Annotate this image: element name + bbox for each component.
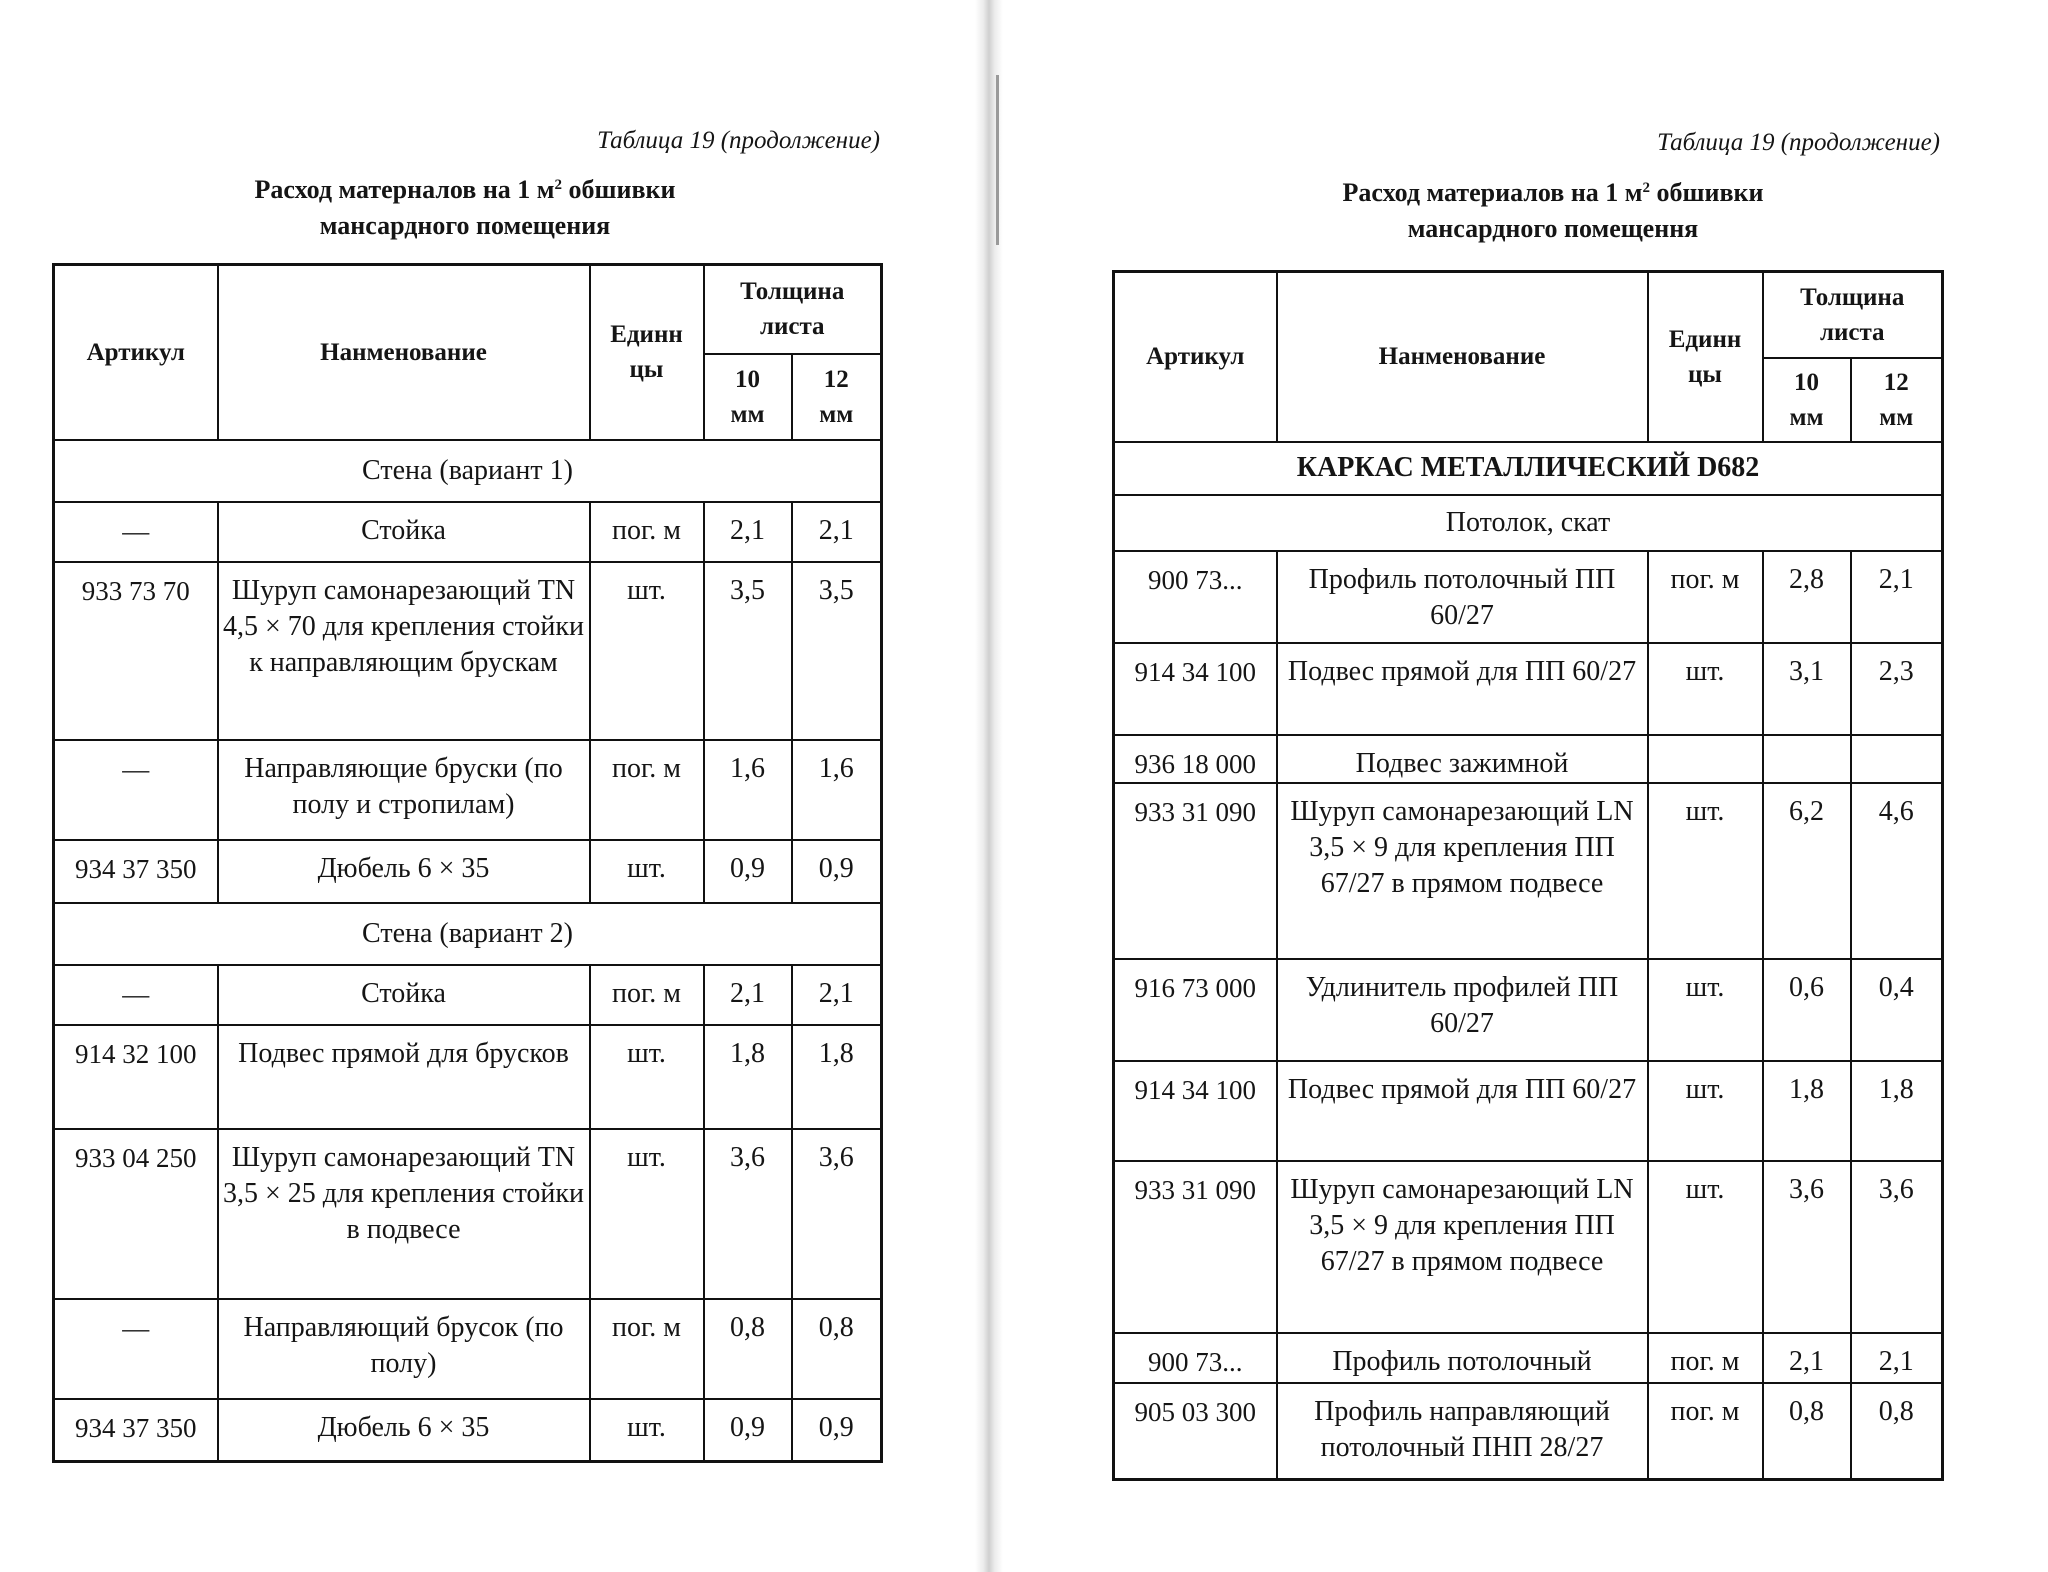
value-12mm-cell: 2,1 (792, 502, 882, 562)
unit-cell: шт. (1648, 783, 1763, 959)
value-12mm-cell: 2,1 (792, 965, 882, 1025)
header-name: Нанменование (1277, 272, 1648, 442)
header-name: Нанменование (218, 265, 590, 440)
article-cell: — (54, 1299, 218, 1399)
table-title (1258, 170, 1848, 247)
article-cell: — (54, 740, 218, 840)
value-12mm-cell: 2,1 (1851, 551, 1943, 643)
unit-cell: шт. (1648, 1061, 1763, 1161)
value-12mm-cell: 3,6 (792, 1129, 882, 1299)
header-article: Артикул (54, 265, 218, 440)
materials-table (1112, 270, 1944, 1481)
unit-cell: пог. м (1648, 1383, 1763, 1480)
header-unit: Единн цы (1648, 272, 1763, 442)
name-cell: Стойка (218, 502, 590, 562)
value-10mm-cell: 1,8 (1763, 1061, 1851, 1161)
table-row (54, 1299, 882, 1399)
value-12mm-cell: 0,8 (1851, 1383, 1943, 1480)
name-cell: Направляющий брусок (по полу) (218, 1299, 590, 1399)
table-row (54, 502, 882, 562)
unit-cell: шт. (590, 562, 704, 740)
spine-fold-mark (996, 75, 999, 245)
header-12mm: 12 мм (1851, 358, 1943, 442)
header-thickness: Толщина листа (1763, 272, 1943, 358)
unit-cell: шт. (1648, 1161, 1763, 1333)
value-12mm-cell: 0,8 (792, 1299, 882, 1399)
value-10mm-cell: 3,5 (704, 562, 792, 740)
article-cell: 914 34 100 (1114, 1061, 1277, 1161)
name-cell: Удлинитель профилей ПП 60/27 (1277, 959, 1648, 1061)
section-heading: Потолок, скат (1114, 495, 1943, 551)
unit-cell: пог. м (590, 1299, 704, 1399)
unit-cell: пог. м (590, 502, 704, 562)
table-row (1114, 1161, 1943, 1333)
table-row (54, 1399, 882, 1462)
value-12mm-cell: 3,5 (792, 562, 882, 740)
value-12mm-cell: 0,9 (792, 1399, 882, 1462)
value-10mm-cell: 1,8 (704, 1025, 792, 1129)
name-cell: Дюбель 6 × 35 (218, 1399, 590, 1462)
name-cell: Дюбель 6 × 35 (218, 840, 590, 903)
table-row (1114, 735, 1943, 783)
header-12mm: 12 мм (792, 354, 882, 440)
article-cell: 914 32 100 (54, 1025, 218, 1129)
value-10mm-cell: 3,1 (1763, 643, 1851, 735)
value-12mm-cell: 3,6 (1851, 1161, 1943, 1333)
article-cell: 914 34 100 (1114, 643, 1277, 735)
article-cell: — (54, 502, 218, 562)
value-12mm-cell: 1,8 (1851, 1061, 1943, 1161)
table-row (54, 840, 882, 903)
table-row (54, 562, 882, 740)
article-cell: 900 73... (1114, 1333, 1277, 1383)
table-row (1114, 959, 1943, 1061)
unit-cell (1648, 735, 1763, 783)
table-title (170, 167, 760, 244)
title-line-1: Расход материалов на 1 $м^2$ обшивки (1342, 178, 1764, 207)
value-12mm-cell: 4,6 (1851, 783, 1943, 959)
value-10mm-cell: 2,1 (704, 965, 792, 1025)
name-cell: Шуруп самонарезающий LN 3,5 × 9 для крепления ПП 67/27 в прямом подвесе (1277, 783, 1648, 959)
table-row (54, 1025, 882, 1129)
header-10mm: 10 мм (1763, 358, 1851, 442)
value-10mm-cell: 2,1 (704, 502, 792, 562)
unit-cell: шт. (590, 1129, 704, 1299)
article-cell: 933 04 250 (54, 1129, 218, 1299)
value-10mm-cell: 0,9 (704, 1399, 792, 1462)
table-row (54, 740, 882, 840)
unit-cell: пог. м (1648, 551, 1763, 643)
table-caption: Таблица 19 (продолжение) (1657, 129, 1940, 156)
article-cell: 936 18 000 (1114, 735, 1277, 783)
value-10mm-cell: 0,9 (704, 840, 792, 903)
table-row (1114, 643, 1943, 735)
section-heading: Стена (вариант 2) (54, 903, 882, 965)
name-cell: Подвес прямой для ПП 60/27 (1277, 1061, 1648, 1161)
unit-cell: шт. (1648, 643, 1763, 735)
name-cell: Стойка (218, 965, 590, 1025)
value-10mm-cell: 2,1 (1763, 1333, 1851, 1383)
value-12mm-cell: 1,8 (792, 1025, 882, 1129)
table-row (1114, 1333, 1943, 1383)
header-thickness: Толщина листа (704, 265, 882, 354)
name-cell: Направляющие бруски (по полу и стропилам) (218, 740, 590, 840)
section-heading: Стена (вариант 1) (54, 440, 882, 502)
right-page (1000, 0, 2048, 1572)
table-row (1114, 551, 1943, 643)
unit-cell: пог. м (590, 965, 704, 1025)
header-unit: Единн цы (590, 265, 704, 440)
name-cell: Профиль потолочный (1277, 1333, 1648, 1383)
name-cell: Подвес зажимной (1277, 735, 1648, 783)
value-10mm-cell (1763, 735, 1851, 783)
value-12mm-cell: 2,3 (1851, 643, 1943, 735)
table-row (54, 1129, 882, 1299)
name-cell: Шуруп самонарезающий LN 3,5 × 9 для крепления ПП 67/27 в прямом подвесе (1277, 1161, 1648, 1333)
article-cell: 934 37 350 (54, 1399, 218, 1462)
value-12mm-cell: 0,9 (792, 840, 882, 903)
value-10mm-cell: 1,6 (704, 740, 792, 840)
unit-cell: шт. (1648, 959, 1763, 1061)
article-cell: 933 31 090 (1114, 783, 1277, 959)
table-row (1114, 1383, 1943, 1480)
article-cell: 933 73 70 (54, 562, 218, 740)
table-row (54, 965, 882, 1025)
table-caption: Таблица 19 (продолжение) (597, 127, 880, 154)
title-line-1: Расход матерналов на 1 $м^2$ обшивки (254, 175, 676, 204)
title-line-2: мансардного помещения (319, 211, 611, 240)
value-10mm-cell: 0,6 (1763, 959, 1851, 1061)
name-cell: Профиль потолочный ПП 60/27 (1277, 551, 1648, 643)
table-row (1114, 1061, 1943, 1161)
value-12mm-cell: 0,4 (1851, 959, 1943, 1061)
name-cell: Подвес прямой для брусков (218, 1025, 590, 1129)
article-cell: 933 31 090 (1114, 1161, 1277, 1333)
article-cell: 900 73... (1114, 551, 1277, 643)
section-row (1114, 442, 1943, 495)
name-cell: Шуруп самонарезающий TN 3,5 × 25 для крепления стойки в подвесе (218, 1129, 590, 1299)
left-page (0, 0, 990, 1572)
header-article: Артикул (1114, 272, 1277, 442)
section-row (54, 903, 882, 965)
name-cell: Профиль направляющий потолочный ПНП 28/27 (1277, 1383, 1648, 1480)
article-cell: 934 37 350 (54, 840, 218, 903)
article-cell: 916 73 000 (1114, 959, 1277, 1061)
value-10mm-cell: 2,8 (1763, 551, 1851, 643)
name-cell: Подвес прямой для ПП 60/27 (1277, 643, 1648, 735)
table-row (1114, 783, 1943, 959)
title-line-2: мансардного помещення (1407, 214, 1699, 243)
value-10mm-cell: 3,6 (1763, 1161, 1851, 1333)
value-10mm-cell: 6,2 (1763, 783, 1851, 959)
unit-cell: шт. (590, 1025, 704, 1129)
section-row (54, 440, 882, 502)
value-10mm-cell: 3,6 (704, 1129, 792, 1299)
unit-cell: пог. м (590, 740, 704, 840)
value-12mm-cell: 2,1 (1851, 1333, 1943, 1383)
article-cell: 905 03 300 (1114, 1383, 1277, 1480)
value-10mm-cell: 0,8 (704, 1299, 792, 1399)
materials-table (52, 263, 883, 1463)
value-12mm-cell (1851, 735, 1943, 783)
unit-cell: шт. (590, 1399, 704, 1462)
section-heading: КАРКАС МЕТАЛЛИЧЕСКИЙ D682 (1114, 442, 1943, 495)
value-10mm-cell: 0,8 (1763, 1383, 1851, 1480)
section-row (1114, 495, 1943, 551)
article-cell: — (54, 965, 218, 1025)
value-12mm-cell: 1,6 (792, 740, 882, 840)
unit-cell: шт. (590, 840, 704, 903)
name-cell: Шуруп самонарезающий TN 4,5 × 70 для крепления стойки к направляющим брускам (218, 562, 590, 740)
header-10mm: 10 мм (704, 354, 792, 440)
unit-cell: пог. м (1648, 1333, 1763, 1383)
